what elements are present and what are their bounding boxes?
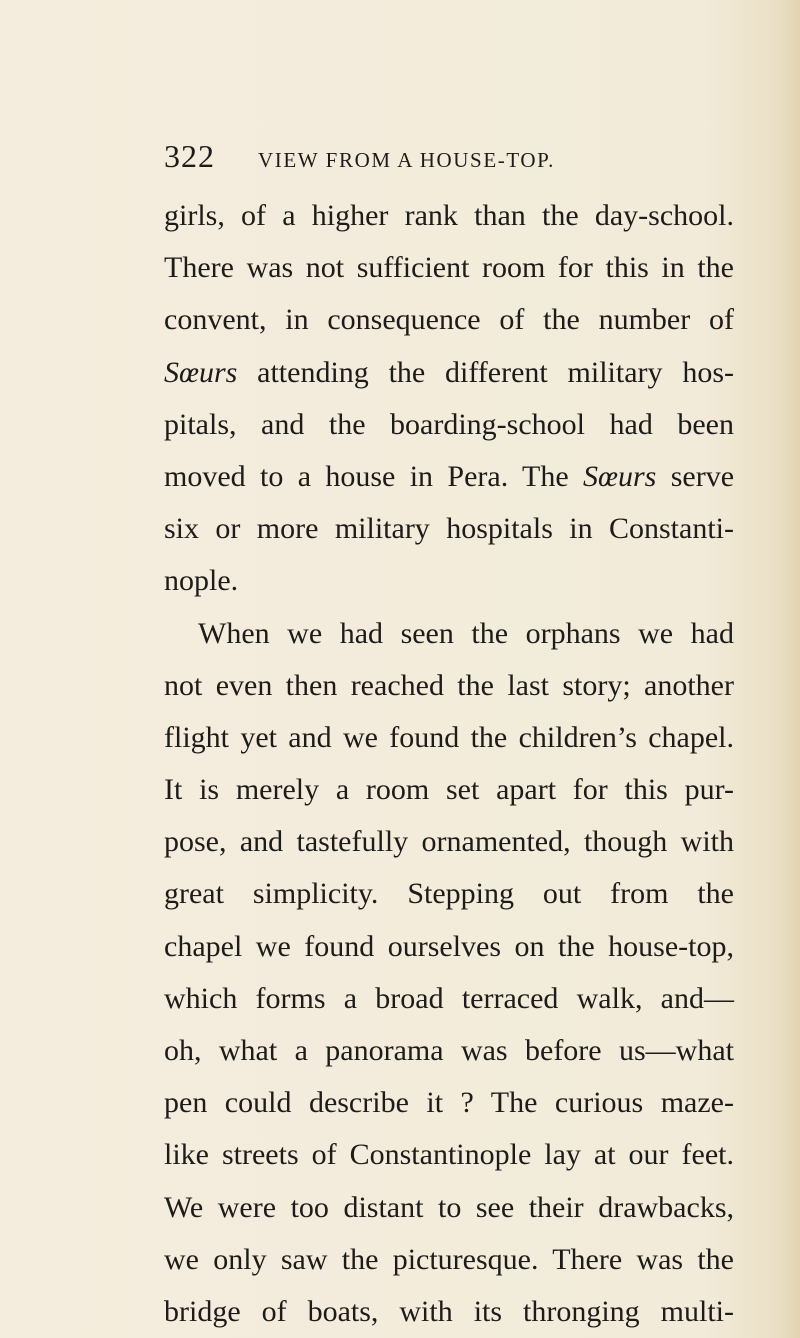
text-run: six or more military hospitals in Constanti-	[164, 512, 734, 546]
text-run: When we had seen the orphans we had	[198, 616, 734, 650]
text-run: pose, and tastefully ornamented, though with	[164, 825, 734, 859]
text-run: girls, of a higher rank than the day-school.	[164, 199, 734, 232]
body-text	[164, 190, 734, 1338]
text-run: which forms a broad terraced walk, and—	[164, 981, 734, 1015]
text-line	[164, 608, 734, 660]
page-number: 322	[164, 138, 215, 174]
text-line	[164, 294, 734, 346]
text-line	[164, 816, 734, 868]
running-head: VIEW FROM A HOUSE-TOP.	[258, 148, 555, 172]
text-run: It is merely a room set apart for this pur-	[164, 773, 734, 807]
text-run: great simplicity. Stepping out from the	[164, 877, 734, 911]
text-line	[164, 399, 734, 451]
text-run: not even then reached the last story; another	[164, 668, 734, 702]
italic-text: Sœurs	[583, 459, 657, 493]
italic-text: Sœurs	[164, 355, 238, 389]
text-line	[164, 973, 734, 1025]
text-line	[164, 868, 734, 920]
text-line	[164, 1182, 734, 1234]
text-line	[164, 1234, 734, 1286]
text-run: serve	[656, 459, 735, 493]
text-line	[164, 347, 734, 399]
text-line	[164, 190, 734, 242]
text-line	[164, 242, 734, 294]
text-run: oh, what a panorama was before us—what	[164, 1034, 734, 1067]
text-run: We were too distant to see their drawbacks,	[164, 1190, 734, 1224]
text-run: like streets of Constantinople lay at our feet.	[164, 1138, 734, 1172]
text-run: moved to a house in Pera. The	[164, 459, 583, 493]
text-run: flight yet and we found the children’s chapel.	[164, 720, 734, 754]
text-run: attending the different military hos-	[237, 355, 734, 389]
text-run: bridge of boats, with its thronging multi-	[164, 1294, 734, 1328]
text-run: nople.	[164, 564, 239, 598]
text-run: chapel we found ourselves on the house-top,	[164, 929, 734, 963]
text-line	[164, 660, 734, 712]
text-run: pen could describe it ? The curious maze-	[164, 1086, 734, 1120]
text-line	[164, 1077, 734, 1129]
text-line	[164, 712, 734, 764]
text-line	[164, 921, 734, 973]
text-line	[164, 1129, 734, 1181]
text-run: There was not sufficient room for this in the	[164, 251, 734, 285]
text-line	[164, 451, 734, 503]
text-line	[164, 764, 734, 816]
text-line	[164, 1286, 734, 1338]
page-header	[164, 136, 644, 180]
text-run: we only saw the picturesque. There was the	[164, 1242, 734, 1276]
text-run: pitals, and the boarding-school had been	[164, 407, 734, 441]
text-line	[164, 1025, 734, 1077]
text-run: convent, in consequence of the number of	[164, 303, 734, 337]
text-line	[164, 503, 734, 555]
text-line	[164, 555, 734, 607]
